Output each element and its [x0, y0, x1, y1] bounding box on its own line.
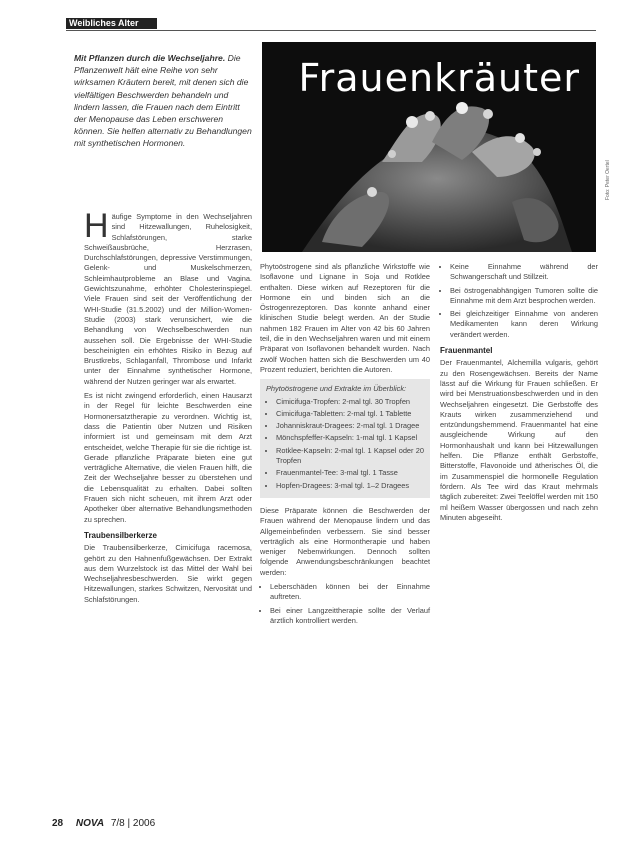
dosage-item: • Rotklee-Kapseln: 2-mal tgl. 1 Kapsel oder 20 Tropfen	[276, 446, 424, 467]
col1-text-1: äufige Symptome in den Wechseljahren sind Hitzewallungen, Ruhelosigkeit, Schlafstörungen, starke Schweißausbrüche, Herzrasen, Durchschlafstörungen, depressive Verstimmungen, Gelenk- und Muskelschmerzen, Schleimhautprobleme an Blase und Vagina. Gewichtszunahme, erhöhter Cholesterinspiegel. Viele Frauen sind seit der Veröffentlichung der WHI-Studie (31.5.2002) und der Million-Women-Studie (2003) stark verunsichert, wie die Behandlung von Wechselbeschwerden nun aussehen soll. Die Ergebnisse der WHI-Studie bescheinigten ein erhöhtes Risiko in Bezug auf Brustkrebs, Schlaganfall, Thrombose und Infarkt unter der Einnahme synthetischer Hormone, während der Nutzen geringer war als erwartet.	[84, 212, 252, 386]
section-tag: Weibliches Alter	[66, 18, 157, 29]
dosage-item: • Mönchspfeffer-Kapseln: 1-mal tgl. 1 Kapsel	[276, 433, 424, 443]
column-2	[260, 262, 430, 629]
dosage-box-title: Phytoöstrogene und Extrakte im Überblick:	[266, 384, 407, 394]
dosage-box	[260, 379, 430, 498]
heading-traubensilberkerze: Traubensilberkerze	[84, 530, 157, 540]
col3-paragraph-1: Der Frauenmantel, Alchemilla vulgaris, gehört zu den Rosengewächsen. Bereits der Name lässt auf die Wirkung für Frauen schließen. Er wird bei Menstruationsbeschwerden und in den Wechseljahren eingesetzt. Die Gerbstoffe des Krauts wirken zusammenziehend und entzündungshemmend. Frauenmantel hat eine ausgleichende Wirkung auf den Hormonhaushalt und kann bei Hitzewallungen helfen. Die Pflanze enthält Gerbstoffe, Bitterstoffe, Flavonoide und ätherisches Öl, die im Zusammenspiel die hormonelle Regulation fördern. Als Tee wird das Kraut mehrmals täglich zubereitet: Zwei Teelöffel werden mit 150 ml heißem Wasser übergossen und nach zehn Minuten abgeseiht.	[440, 358, 598, 522]
col1-paragraph-2: Es ist nicht zwingend erforderlich, einen Hausarzt in der Regel für leichte Beschwerden eine Hormonersatztherapie zu verordnen. Wichtig ist, dass die Patientin über Nutzen und Risiken informiert ist und gemeinsam mit dem Arzt entscheidet, welche Therapie für sie die richtige ist. Gerade pflanzliche Präparate bieten eine gut verträgliche Alternative, die vielen Frauen hilft, die Zeit der Wechseljahre besser zu überstehen und die Lebensqualität zu erhalten. Dabei sollten Frauen sich nicht scheuen, mit ihrem Arzt oder Apotheker über alternative Behandlungsmethoden zu sprechen.	[84, 391, 252, 524]
col1-paragraph-1	[84, 207, 252, 387]
photo-credit: Foto: Peter Oertel	[605, 160, 611, 200]
photo-title: Frauenkräuter	[298, 56, 580, 100]
intro-paragraph	[74, 52, 252, 150]
col2-bullet-list	[260, 582, 430, 626]
col3-bullet: • Bei östrogenabhängigen Tumoren sollte die Einnahme mit dem Arzt besprochen werden.	[450, 286, 598, 307]
dosage-item: • Cimicifuga-Tropfen: 2-mal tgl. 30 Tropfen	[276, 397, 424, 407]
page-number: 28	[52, 818, 64, 829]
col1-paragraph-3: Die Traubensilberkerze, Cimicifuga racemosa, gehört zu den Hahnenfußgewächsen. Der Extrakt aus dem Wurzelstock ist das Mittel der Wahl bei Wechseljahresbeschwerden. Sie wirkt gegen Hitzewallungen, starkes Schwitzen, Nervosität und Schlafstörungen.	[84, 543, 252, 604]
col3-bullet: • Bei gleichzeitiger Einnahme von anderen Medikamenten kann deren Wirkung verändert werden.	[450, 309, 598, 340]
issue-number: 7/8 | 2006	[110, 818, 156, 829]
hero-photo	[262, 42, 596, 252]
dosage-item: • Hopfen-Dragees: 3-mal tgl. 1–2 Dragees	[276, 481, 424, 491]
dosage-item: • Frauenmantel-Tee: 3-mal tgl. 1 Tasse	[276, 468, 424, 478]
dosage-item: • Johanniskraut-Dragees: 2-mal tgl. 1 Dragee	[276, 421, 424, 431]
dosage-item: • Cimicifuga-Tabletten: 2-mal tgl. 1 Tablette	[276, 409, 424, 419]
col2-paragraph-1: Phytoöstrogene sind als pflanzliche Wirkstoffe wie Isoflavone und Lignane in Soja und Rotklee enthalten. Diese wirken auf Rezeptoren für die Hormone ein und binden sich an die Östrogenrezeptoren. Das konnte anhand einer klinischen Studie belegt werden. An der Studie nahmen 182 Frauen im Alter von 42 bis 60 Jahren teil, die in den Wechseljahren waren und mit einem Präparat von Isoflavonen behandelt wurden. Nach zwölf Wochen hatten sich die Beschwerden um 40 Prozent reduziert, berichten die Autoren.	[260, 262, 430, 374]
column-1	[84, 207, 252, 609]
col2-paragraph-2: Diese Präparate können die Beschwerden der Frauen während der Menopause lindern und das Allgemeinbefinden verbessern. Sie sind besser verträglich als eine Hormontherapie und haben weniger Nebenwirkungen. Dennoch sollten folgende Anwendungsbeschränkungen beachtet werden:	[260, 505, 430, 577]
intro-lead: Mit Pflanzen durch die Wechseljahre.	[74, 53, 226, 63]
intro-text: Die Pflanzenwelt hält eine Reihe von sehr wirksamen Kräutern bereit, mit denen sich die vielfältigen Beschwerden behandeln und lindern lassen, die Frauen nach dem Eintritt der Menopause das Leben erschweren können. Sie helfen alternativ zu Behandlungen mit synthetischen Hormonen.	[74, 53, 252, 149]
header-rule	[66, 30, 596, 31]
column-3	[440, 262, 598, 527]
heading-frauenmantel: Frauenmantel	[440, 346, 493, 356]
page-footer	[52, 818, 155, 829]
drop-cap: H	[84, 207, 109, 245]
dosage-list	[266, 397, 424, 491]
col2-bullet: • Bei einer Langzeittherapie sollte der Verlauf ärztlich kontrolliert werden.	[270, 606, 430, 627]
col3-bullet: • Keine Einnahme während der Schwangerschaft und Stillzeit.	[450, 262, 598, 283]
magazine-name: NOVA	[75, 818, 105, 829]
col2-bullet: • Leberschäden können bei der Einnahme auftreten.	[270, 582, 430, 603]
col3-bullet-list	[440, 262, 598, 340]
